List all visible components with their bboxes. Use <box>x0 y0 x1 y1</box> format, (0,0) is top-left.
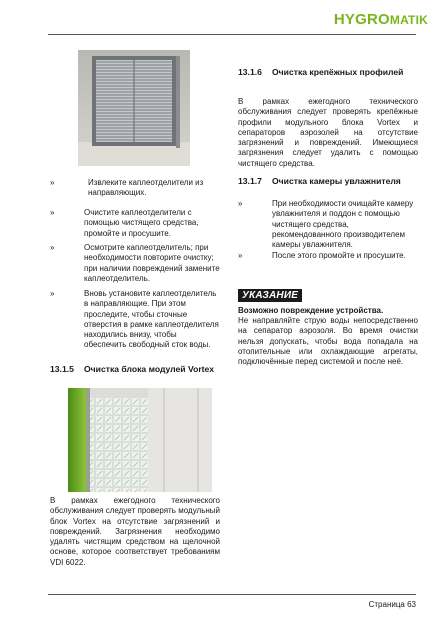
bullet-mark: » <box>50 208 55 217</box>
list-item <box>238 199 418 250</box>
bullet-text: Очистите каплеотделители с помощью чистящего средства, промойте и просушите. <box>84 208 199 238</box>
bullet-text: Осмотрите каплеотделитель; при необходимости повторите очистку; при наличии повреждений замените каплеотделитель. <box>84 243 220 283</box>
bullet-mark: » <box>50 289 55 298</box>
bullet-text: Извлеките каплеотделители из направляющих. <box>88 178 204 198</box>
section-heading-13-1-6 <box>238 67 418 91</box>
logo-part2: MATIK <box>389 13 428 27</box>
footer-rule <box>48 594 416 595</box>
bullet-mark: » <box>50 178 55 187</box>
bullet-mark: » <box>238 199 243 208</box>
section-heading-13-1-5 <box>50 364 220 388</box>
paragraph-profiles: В рамках ежегодного технического обслуживания следует проверять крепёжные профили модульного блока Vortex и сепараторов аэрозолей на отсутствие загрязнений и повреждений. Имеющиеся загрязнения следует удалить с помощью чистящего средства. <box>238 97 418 168</box>
bullet-text: После этого промойте и просушите. <box>272 251 406 260</box>
bullet-mark: » <box>50 243 55 252</box>
paragraph-vortex: В рамках ежегодного технического обслуживания следует проверять модульный блок Vortex на отсутствие загрязнений и повреждений. Загрязнения необходимо удалять чистящим средством на щелочной основе, которое соответствует требованиям VDI 6022. <box>50 496 220 567</box>
section-title: Очистка блока модулей Vortex <box>84 364 215 374</box>
section-title: Очистка крепёжных профилей <box>272 67 404 77</box>
bullet-text: При необходимости очищайте камеру увлажнителя и поддон с помощью чистящего средства, рекомендованного производителем камеры увлажнителя. <box>272 199 414 250</box>
note-text: Не направляйте струю воды непосредственно на сепаратор аэрозоля. Во время очистки нельзя допускать, чтобы вода попадала на отопительные или охлаждающие агрегаты, подключённые перед системой и после неё. <box>238 316 418 367</box>
list-item <box>50 208 220 240</box>
section-heading-13-1-7 <box>238 176 418 200</box>
page-number: Страница 63 <box>368 600 416 609</box>
section-number: 13.1.5 <box>50 364 74 374</box>
vortex-module-photo <box>68 388 212 492</box>
list-item <box>238 251 418 273</box>
logo-part1: HYGRO <box>333 11 390 28</box>
section-number: 13.1.6 <box>238 67 262 77</box>
brand-logo <box>334 11 428 28</box>
list-item <box>50 178 220 200</box>
droplet-separator-photo <box>78 50 190 166</box>
section-number: 13.1.7 <box>238 176 262 186</box>
note-tag: УКАЗАНИЕ <box>238 289 302 302</box>
section-title: Очистка камеры увлажнителя <box>272 176 401 186</box>
bullet-mark: » <box>238 251 243 260</box>
header-rule <box>48 34 416 35</box>
note-warning-title: Возможно повреждение устройства. <box>238 306 384 315</box>
list-item <box>50 243 220 287</box>
bullet-text: Вновь установите каплеотделитель в направляющие. При этом проследите, чтобы сточные отверстия в рамке каплеотделителя находились внизу, чтобы обеспечить свободный сток воды. <box>84 289 219 350</box>
list-item <box>50 289 220 353</box>
